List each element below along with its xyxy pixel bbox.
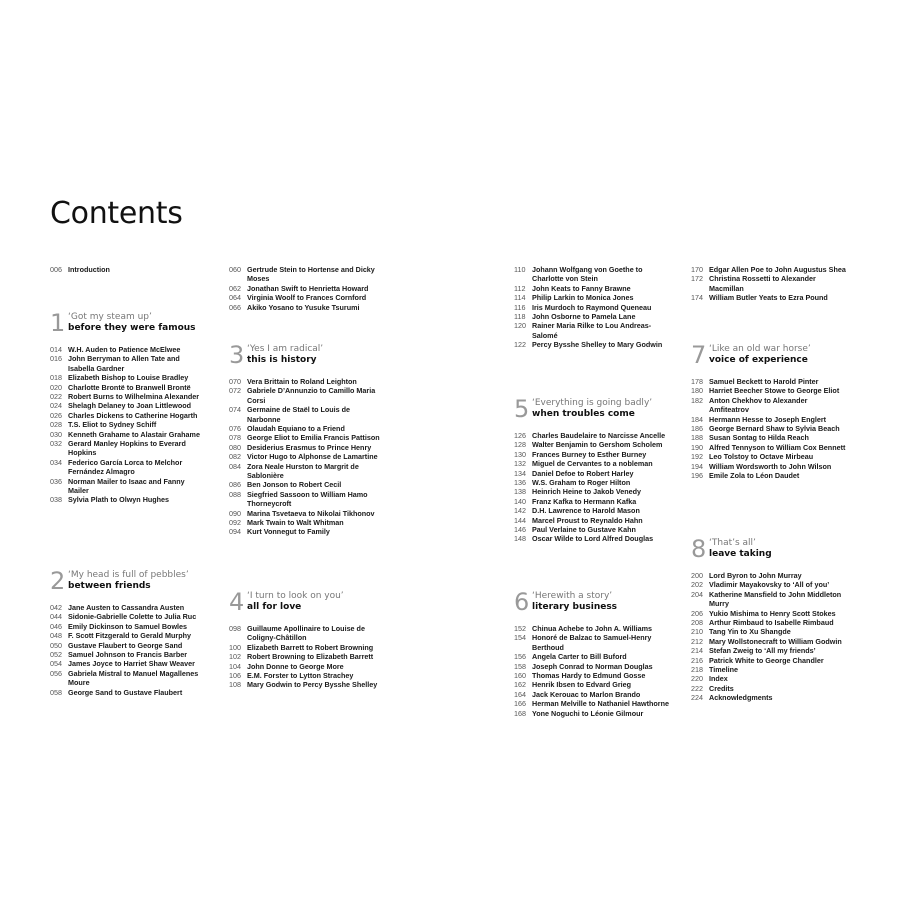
entry-title: Yukio Mishima to Henry Scott Stokes	[709, 608, 836, 618]
entry-title: Sylvia Plath to Olwyn Hughes	[68, 495, 170, 505]
entry-title: Jane Austen to Cassandra Austen	[68, 603, 185, 612]
entry-title: Herman Melville to Nathaniel Hawthorne	[532, 699, 669, 709]
page-number: 064	[229, 293, 241, 303]
entry-title: Joseph Conrad to Norman Douglas	[532, 661, 653, 671]
entry-title: Jonathan Swift to Henrietta Howard	[247, 283, 369, 293]
chapter-quote: ‘That’s all’	[709, 538, 756, 548]
page-number: 034	[50, 457, 62, 467]
entry-title: Germaine de Staël to Louis de Narbonne	[247, 405, 351, 424]
page-number: 200	[691, 571, 703, 580]
entry-title: Percy Bysshe Shelley to Mary Godwin	[532, 340, 663, 350]
entry-title: Gertrude Stein to Hortense and Dicky Moses	[247, 265, 375, 284]
entry-title: Olaudah Equiano to a Friend	[247, 424, 345, 433]
page-number: 146	[514, 525, 526, 534]
page-number: 186	[691, 424, 703, 433]
page-number: 192	[691, 452, 703, 462]
entry-title: Philip Larkin to Monica Jones	[532, 293, 634, 303]
page-number: 038	[50, 495, 62, 505]
entry-title: Shelagh Delaney to Joan Littlewood	[68, 401, 192, 411]
page-number: 210	[691, 627, 703, 637]
page-number: 130	[514, 449, 526, 459]
entry-title: Index	[709, 674, 728, 684]
chapter-quote: ‘Herewith a story’	[532, 591, 613, 601]
page-number: 106	[229, 671, 241, 680]
entry-title: Gabriela Mistral to Manuel Magallenes Moure	[68, 668, 199, 688]
page-number: 082	[229, 452, 241, 462]
entry-title: Kurt Vonnegut to Family	[247, 527, 330, 537]
page-number: 160	[514, 671, 526, 680]
chapter-quote: ‘My head is full of pebbles’	[68, 570, 189, 580]
page-number: 092	[229, 518, 241, 527]
page-number: 030	[50, 429, 62, 439]
page-number: 086	[229, 480, 241, 490]
entry-title: Heinrich Heine to Jakob Venedy	[532, 487, 642, 497]
entry-title: Emile Zola to Léon Daudet	[709, 471, 800, 480]
entry-title: E.M. Forster to Lytton Strachey	[247, 671, 354, 680]
entry-title: Arthur Rimbaud to Isabelle Rimbaud	[709, 618, 834, 627]
chapter-title: between friends	[68, 581, 151, 591]
entry-title: Edgar Allen Poe to John Augustus Shea	[709, 265, 846, 274]
page-number: 078	[229, 433, 241, 443]
chapter-title: this is history	[247, 355, 317, 365]
entry-title: John Keats to Fanny Brawne	[532, 283, 631, 293]
page-number: 212	[691, 636, 703, 646]
entry-title: Federico García Lorca to Melchor Fernández Almagro	[68, 457, 183, 477]
entry-title: Lord Byron to John Murray	[709, 571, 802, 580]
entry-title: Christina Rossetti to Alexander Macmillan	[709, 274, 816, 293]
entry-title: Gabriele D’Annunzio to Camillo Maria Corsi	[247, 386, 376, 405]
page-number: 206	[691, 608, 703, 618]
entry-title: Susan Sontag to Hilda Reach	[709, 433, 809, 443]
page-number: 042	[50, 603, 62, 612]
page-number: 110	[514, 265, 526, 274]
entry-title: Leo Tolstoy to Octave Mirbeau	[709, 452, 814, 462]
page-number: 224	[691, 693, 703, 703]
entry-title: Marcel Proust to Reynaldo Hahn	[532, 515, 643, 525]
entry-title: Walter Benjamin to Gershom Scholem	[532, 440, 663, 450]
entry-title: Alfred Tennyson to William Cox Bennett	[709, 442, 846, 452]
page-number: 156	[514, 652, 526, 662]
entry-title: Acknowledgments	[709, 693, 773, 703]
page-number: 218	[691, 665, 703, 674]
page-number: 036	[50, 476, 62, 486]
page-number: 052	[50, 650, 62, 659]
page-number: 062	[229, 283, 241, 293]
entry-title: Anton Chekhov to Alexander Amfiteatrov	[709, 395, 808, 415]
page-number: 088	[229, 489, 241, 499]
chapter-quote: ‘Yes I am radical’	[247, 344, 324, 354]
entry-title: Guillaume Apollinaire to Louise de Coligny-Châtillon	[247, 624, 365, 643]
chapter-title: voice of experience	[709, 355, 808, 365]
entry-title: George Sand to Gustave Flaubert	[68, 687, 183, 697]
entry-title: William Wordsworth to John Wilson	[709, 461, 832, 471]
entry-title: Desiderius Erasmus to Prince Henry	[247, 442, 372, 452]
page-number: 100	[229, 642, 241, 652]
entry-title: Charlotte Brontë to Branwell Brontë	[68, 382, 191, 392]
page-number: 014	[50, 345, 62, 354]
entry-title: T.S. Eliot to Sydney Schiff	[68, 420, 157, 430]
page-number: 046	[50, 621, 62, 631]
entry-title: George Eliot to Emilia Francis Pattison	[247, 433, 380, 443]
entry-title: Robert Burns to Wilhelmina Alexander	[68, 392, 200, 401]
entry-title: Patrick White to George Chandler	[709, 655, 824, 665]
entry-title: Kenneth Grahame to Alastair Grahame	[68, 429, 200, 439]
entry-title: Johann Wolfgang von Goethe to Charlotte von Stein	[532, 265, 643, 284]
page-number: 128	[514, 440, 526, 450]
page-number: 140	[514, 496, 526, 506]
page-number: 080	[229, 442, 241, 452]
page-number: 066	[229, 302, 241, 312]
entry-title: Ben Jonson to Robert Cecil	[247, 480, 342, 490]
page-number: 194	[691, 461, 703, 471]
entry-title: Mark Twain to Walt Whitman	[247, 518, 344, 527]
chapter-title: all for love	[247, 602, 302, 612]
chapter-title: before they were famous	[68, 323, 196, 333]
entry-title: Virginia Woolf to Frances Cornford	[247, 293, 367, 303]
chapter-number: 3	[229, 341, 245, 369]
page-number: 154	[514, 633, 526, 643]
page-number: 196	[691, 471, 703, 480]
entry-title: Elizabeth Barrett to Robert Browning	[247, 642, 374, 652]
chapter-quote: ‘Everything is going badly’	[532, 398, 653, 408]
page-number: 138	[514, 487, 526, 497]
page-number: 174	[691, 293, 703, 303]
page-number: 070	[229, 377, 241, 386]
page-number: 058	[50, 687, 62, 697]
chapter-number: 7	[691, 341, 707, 369]
entry-title: Harriet Beecher Stowe to George Eliot	[709, 386, 840, 396]
page-number: 020	[50, 382, 62, 392]
page-number: 168	[514, 708, 526, 718]
page-number: 184	[691, 414, 703, 424]
chapter-number: 8	[691, 535, 707, 563]
entry-title: Frances Burney to Esther Burney	[532, 449, 647, 459]
entry-title: Miguel de Cervantes to a nobleman	[532, 459, 653, 469]
chapter-title: literary business	[532, 602, 618, 612]
entry-title: Introduction	[68, 265, 110, 274]
entry-title: Mary Wollstonecraft to William Godwin	[709, 636, 842, 646]
page-number: 180	[691, 386, 703, 396]
page-title: Contents	[50, 196, 183, 231]
entry-title: James Joyce to Harriet Shaw Weaver	[68, 659, 195, 669]
entry-title: Stefan Zweig to ‘All my friends’	[709, 646, 816, 656]
page-number: 136	[514, 478, 526, 487]
entry-title: Norman Mailer to Isaac and Fanny Mailer	[68, 476, 185, 495]
chapter-quote: ‘I turn to look on you’	[247, 591, 344, 601]
entry-title: Thomas Hardy to Edmund Gosse	[532, 671, 646, 680]
entry-title: Charles Baudelaire to Narcisse Ancelle	[532, 431, 666, 440]
chapter-quote: ‘Got my steam up’	[68, 312, 152, 322]
entry-title: Oscar Wilde to Lord Alfred Douglas	[532, 534, 654, 544]
entry-title: Siegfried Sassoon to William Hamo Thorneycroft	[247, 489, 368, 509]
page-number: 162	[514, 680, 526, 690]
entry-title: Robert Browning to Elizabeth Barrett	[247, 652, 374, 662]
page-number: 208	[691, 618, 703, 627]
chapter-number: 1	[50, 309, 66, 337]
page-number: 126	[514, 431, 526, 440]
entry-title: D.H. Lawrence to Harold Mason	[532, 506, 640, 516]
entry-title: Gustave Flaubert to George Sand	[68, 640, 183, 650]
entry-title: Jack Kerouac to Marlon Brando	[532, 689, 641, 699]
entry-title: Paul Verlaine to Gustave Kahn	[532, 525, 636, 534]
page-number: 026	[50, 410, 62, 420]
page-number: 094	[229, 527, 241, 537]
page-number: 102	[229, 652, 241, 662]
page-number: 072	[229, 386, 241, 396]
page-number: 152	[514, 624, 526, 633]
page-number: 108	[229, 680, 241, 690]
page-number: 016	[50, 354, 62, 364]
entry-title: John Osborne to Pamela Lane	[532, 312, 636, 321]
entry-title: Gerard Manley Hopkins to Everard Hopkins	[68, 439, 186, 458]
page-number: 104	[229, 661, 241, 671]
entry-title: Yone Noguchi to Léonie Gilmour	[532, 708, 644, 718]
page-number: 022	[50, 392, 62, 401]
page-number: 166	[514, 699, 526, 709]
chapter-number: 2	[50, 567, 66, 595]
entry-title: Akiko Yosano to Yusuke Tsurumi	[247, 302, 360, 312]
page-number: 222	[691, 683, 703, 693]
entry-title: Vera Brittain to Roland Leighton	[247, 377, 357, 386]
chapter-number: 5	[514, 395, 530, 423]
entry-title: Samuel Beckett to Harold Pinter	[709, 377, 819, 386]
page-number: 202	[691, 580, 703, 590]
page-number: 056	[50, 668, 62, 678]
page-number: 216	[691, 655, 703, 665]
page-number: 098	[229, 624, 241, 633]
entry-title: Timeline	[709, 665, 739, 674]
entry-title: Credits	[709, 683, 734, 693]
page-number: 142	[514, 506, 526, 516]
page-number: 190	[691, 442, 703, 452]
chapter-number: 6	[514, 588, 530, 616]
page-number: 044	[50, 612, 62, 622]
entry-title: Franz Kafka to Hermann Kafka	[532, 496, 637, 506]
page-number: 084	[229, 461, 241, 471]
chapter-title: when troubles come	[532, 409, 635, 419]
entry-title: Chinua Achebe to John A. Williams	[532, 624, 653, 633]
page-number: 006	[50, 265, 62, 274]
entry-title: Angela Carter to Bill Buford	[532, 652, 627, 662]
page-number: 132	[514, 459, 526, 469]
page-number: 054	[50, 659, 62, 669]
entry-title: Tang Yin to Xu Shangde	[709, 627, 791, 637]
page-number: 204	[691, 589, 703, 599]
page-number: 148	[514, 534, 526, 544]
chapter-quote: ‘Like an old war horse’	[709, 344, 811, 354]
page-number: 182	[691, 395, 703, 405]
entry-title: Elizabeth Bishop to Louise Bradley	[68, 373, 189, 383]
entry-title: John Donne to George More	[247, 661, 344, 671]
entry-title: Vladimir Mayakovsky to ‘All of you’	[709, 580, 830, 590]
entry-title: Hermann Hesse to Joseph Englert	[709, 414, 827, 424]
page-number: 024	[50, 401, 62, 411]
page-number: 048	[50, 631, 62, 641]
page-number: 076	[229, 424, 241, 433]
page-number: 116	[514, 302, 526, 312]
page-number: 172	[691, 274, 703, 284]
entry-title: Zora Neale Hurston to Margrit de Sablonière	[247, 461, 359, 480]
entry-title: F. Scott Fitzgerald to Gerald Murphy	[68, 631, 191, 641]
page-number: 164	[514, 689, 526, 699]
page-number: 032	[50, 439, 62, 448]
page-number: 112	[514, 283, 526, 293]
page-number: 220	[691, 674, 703, 684]
entry-title: Victor Hugo to Alphonse de Lamartine	[247, 452, 378, 462]
entry-title: W.S. Graham to Roger Hilton	[532, 478, 631, 487]
page-number: 158	[514, 661, 526, 671]
entry-title: Henrik Ibsen to Edvard Grieg	[532, 680, 632, 690]
entry-title: William Butler Yeats to Ezra Pound	[709, 293, 828, 303]
entry-title: Charles Dickens to Catherine Hogarth	[68, 410, 198, 420]
page-number: 090	[229, 508, 241, 518]
page-number: 118	[514, 312, 526, 321]
page-number: 050	[50, 640, 62, 650]
page-number: 178	[691, 377, 703, 386]
entry-title: Emily Dickinson to Samuel Bowles	[68, 621, 188, 631]
page-number: 028	[50, 420, 62, 430]
page-number: 122	[514, 340, 526, 350]
entry-title: W.H. Auden to Patience McElwee	[68, 345, 181, 354]
entry-title: John Berryman to Allen Tate and Isabella Gardner	[68, 354, 180, 373]
page-number: 060	[229, 265, 241, 274]
entry-title: Daniel Defoe to Robert Harley	[532, 468, 634, 478]
page-number: 018	[50, 373, 62, 383]
chapter-title: leave taking	[709, 549, 772, 559]
page-number: 134	[514, 468, 526, 478]
page-number: 074	[229, 405, 241, 415]
entry-title: Katherine Mansfield to John Middleton Murry	[709, 589, 842, 609]
entry-title: Marina Tsvetaeva to Nikolai Tikhonov	[247, 508, 375, 518]
page-number: 170	[691, 265, 703, 274]
entry-title: Rainer Maria Rilke to Lou Andreas-Salomé	[532, 321, 652, 340]
chapter-number: 4	[229, 588, 245, 616]
page-number: 144	[514, 515, 526, 525]
page-number: 188	[691, 433, 703, 443]
entry-title: George Bernard Shaw to Sylvia Beach	[709, 424, 840, 433]
entry-title: Samuel Johnson to Francis Barber	[68, 650, 188, 659]
entry-title: Honoré de Balzac to Samuel-Henry Berthoud	[532, 633, 652, 652]
entry-title: Iris Murdoch to Raymond Queneau	[532, 302, 652, 312]
page-number: 114	[514, 293, 526, 303]
entry-title: Mary Godwin to Percy Bysshe Shelley	[247, 680, 378, 690]
page-number: 120	[514, 321, 526, 331]
entry-title: Sidonie-Gabrielle Colette to Julia Ruc	[68, 612, 197, 622]
page-number: 214	[691, 646, 703, 656]
